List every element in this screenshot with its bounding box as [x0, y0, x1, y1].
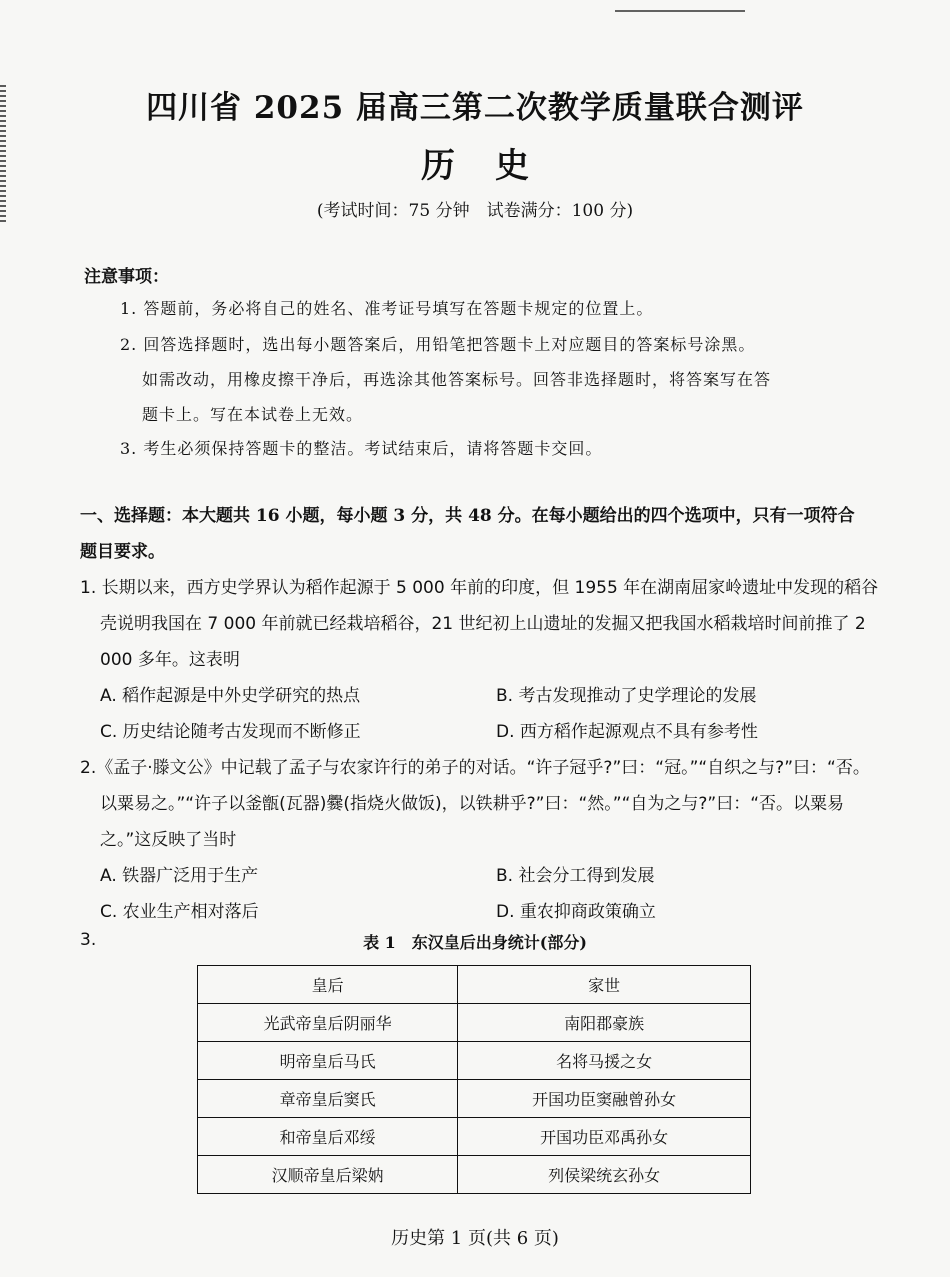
table-cell: 光武帝皇后阴丽华	[198, 1004, 458, 1042]
notice-item-2-cont: 如需改动，用橡皮擦干净后，再选涂其他答案标号。回答非选择题时，将答案写在答	[142, 370, 772, 389]
table-row	[198, 1118, 751, 1156]
table-header-row	[198, 966, 751, 1004]
notice-heading: 注意事项：	[84, 267, 169, 287]
q2-option-c: C. 农业生产相对落后	[100, 902, 259, 922]
table-caption: 表 1 东汉皇后出身统计(部分)	[363, 933, 587, 952]
table-header: 家世	[458, 966, 751, 1004]
table-header: 皇后	[198, 966, 458, 1004]
table-row	[198, 1042, 751, 1080]
subject-title: 历史	[421, 146, 569, 186]
notice-item-2: 2. 回答选择题时，选出每小题答案后，用铅笔把答题卡上对应题目的答案标号涂黑。	[120, 335, 756, 354]
section-heading: 一、选择题：本大题共 16 小题，每小题 3 分，共 48 分。在每小题给出的四个选项中，只有一项符合题目要求。	[80, 506, 855, 562]
question-3-number: 3.	[80, 930, 97, 950]
notice-item-1: 1. 答题前，务必将自己的姓名、准考证号填写在答题卡规定的位置上。	[120, 299, 654, 318]
table-cell: 列侯梁统玄孙女	[458, 1156, 751, 1194]
table-cell: 汉顺帝皇后梁妠	[198, 1156, 458, 1194]
q1-option-d: D. 西方稻作起源观点不具有参考性	[496, 722, 758, 742]
table-cell: 开国功臣邓禹孙女	[458, 1118, 751, 1156]
table-cell: 南阳郡豪族	[458, 1004, 751, 1042]
scan-edge-line	[615, 10, 745, 12]
exam-info: (考试时间：75 分钟 试卷满分：100 分)	[316, 201, 634, 221]
question-2-stem: 2.《孟子·滕文公》中记载了孟子与农家许行的弟子的对话。“许子冠乎?”曰：“冠。”“自织之与?”曰：“否。以粟易之。”“许子以釜甑(瓦器)爨(指烧火做饭)，以铁耕乎?”曰：“然。”“自为之与?”曰：“否。以粟易之。”这反映了当时	[80, 758, 870, 850]
notice-item-3: 3. 考生必须保持答题卡的整洁。考试结束后，请将答题卡交回。	[120, 439, 603, 458]
table-row	[198, 1080, 751, 1118]
notice-item-2-cont2: 题卡上。写在本试卷上无效。	[142, 405, 364, 424]
table-cell: 开国功臣窦融曾孙女	[458, 1080, 751, 1118]
table-cell: 明帝皇后马氏	[198, 1042, 458, 1080]
q2-option-b: B. 社会分工得到发展	[496, 866, 655, 886]
q2-option-d: D. 重农抑商政策确立	[496, 902, 656, 922]
exam-title: 四川省 2025 届高三第二次教学质量联合测评	[146, 90, 804, 126]
empress-table	[197, 965, 751, 1194]
table-cell: 和帝皇后邓绥	[198, 1118, 458, 1156]
q1-option-b: B. 考古发现推动了史学理论的发展	[496, 686, 757, 706]
table-row	[198, 1004, 751, 1042]
q1-option-a: A. 稻作起源是中外史学研究的热点	[100, 686, 361, 706]
table-cell: 章帝皇后窦氏	[198, 1080, 458, 1118]
table-cell: 名将马援之女	[458, 1042, 751, 1080]
q1-option-c: C. 历史结论随考古发现而不断修正	[100, 722, 361, 742]
table-row	[198, 1156, 751, 1194]
page-footer: 历史第 1 页(共 6 页)	[391, 1228, 559, 1249]
question-1-stem: 1. 长期以来，西方史学界认为稻作起源于 5 000 年前的印度，但 1955 年在湖南屈家岭遗址中发现的稻谷壳说明我国在 7 000 年前就已经栽培稻谷，21 世纪初上山遗址的发掘又把我国水稻栽培时间前推了 2 000 多年。这表明	[80, 578, 879, 670]
q2-option-a: A. 铁器广泛用于生产	[100, 866, 259, 886]
